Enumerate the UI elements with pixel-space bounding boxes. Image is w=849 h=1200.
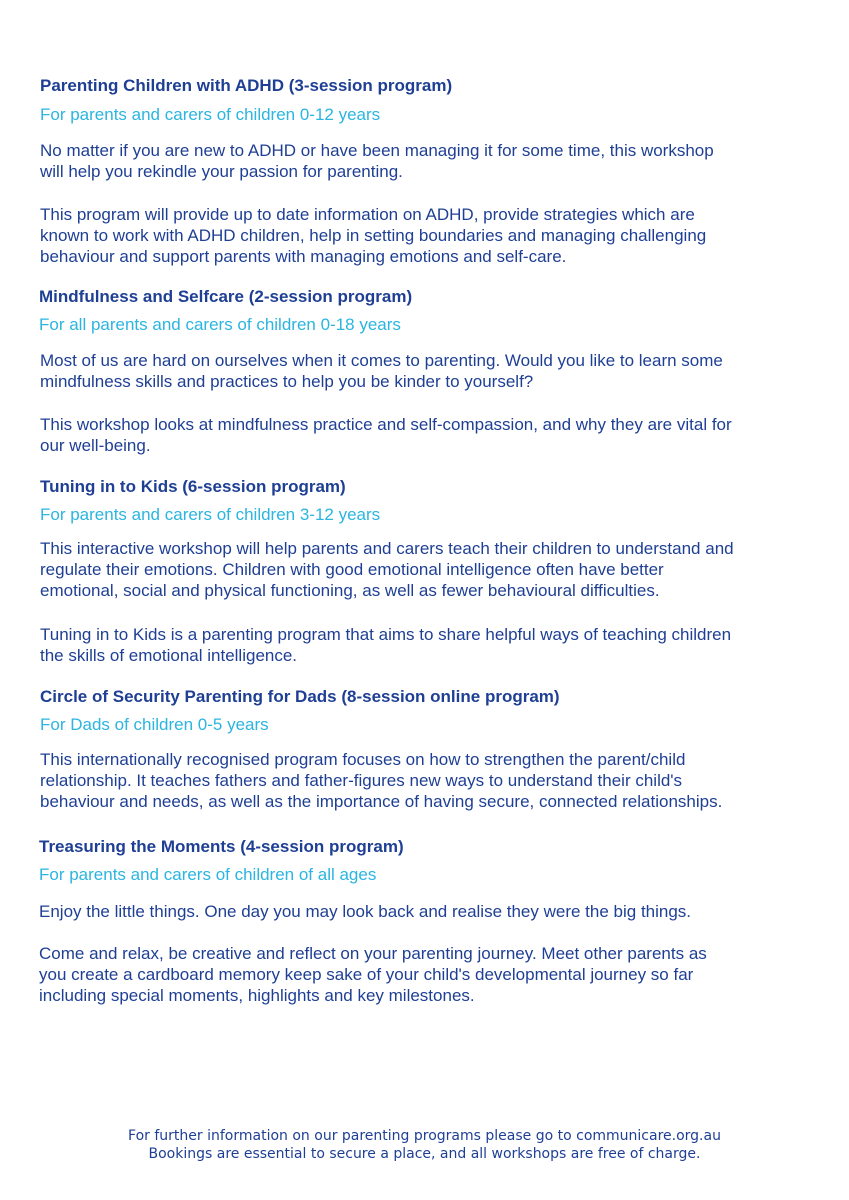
program-paragraph <box>39 901 819 922</box>
paragraph-line: This internationally recognised program focuses on how to strengthen the parent/child <box>40 750 686 769</box>
paragraph-line: known to work with ADHD children, help in setting boundaries and managing challenging <box>40 226 707 245</box>
paragraph-line: will help you rekindle your passion for parenting. <box>40 162 403 181</box>
paragraph-line: including special moments, highlights and key milestones. <box>39 986 475 1005</box>
program-audience: For Dads of children 0-5 years <box>40 715 269 734</box>
program-paragraph <box>40 624 820 666</box>
paragraph-line: the skills of emotional intelligence. <box>40 646 298 665</box>
paragraph-line: behaviour and needs, as well as the importance of having secure, connected relationships. <box>40 792 723 811</box>
program-audience: For parents and carers of children 0-12 years <box>40 105 381 124</box>
program-audience: For parents and carers of children 3-12 years <box>40 505 381 524</box>
footer <box>0 1127 849 1163</box>
paragraph-line: regulate their emotions. Children with good emotional intelligence often have better <box>40 560 664 579</box>
paragraph-line: This interactive workshop will help parents and carers teach their children to understand and <box>40 539 734 558</box>
paragraph-line: Most of us are hard on ourselves when it comes to parenting. Would you like to learn some <box>40 351 723 370</box>
footer-booking-line: Bookings are essential to secure a place, and all workshops are free of charge. <box>148 1146 701 1162</box>
program-paragraph <box>39 943 819 1006</box>
paragraph-line: No matter if you are new to ADHD or have been managing it for some time, this workshop <box>40 141 714 160</box>
program-title: Circle of Security Parenting for Dads (8-session online program) <box>40 687 560 706</box>
paragraph-line: Come and relax, be creative and reflect on your parenting journey. Meet other parents as <box>39 944 707 963</box>
program-title: Tuning in to Kids (6-session program) <box>40 477 346 496</box>
paragraph-line: mindfulness skills and practices to help you be kinder to yourself? <box>40 372 534 391</box>
program-title: Mindfulness and Selfcare (2-session program) <box>39 287 413 306</box>
paragraph-line: relationship. It teaches fathers and father-figures new ways to understand their child's <box>40 771 683 790</box>
program-paragraph <box>40 204 820 267</box>
program-paragraph <box>40 140 820 182</box>
program-paragraph <box>40 749 820 812</box>
program-paragraph <box>40 414 820 456</box>
paragraph-line: our well-being. <box>40 436 151 455</box>
program-audience: For parents and carers of children of all ages <box>39 865 377 884</box>
paragraph-line: Enjoy the little things. One day you may look back and realise they were the big things. <box>39 902 692 921</box>
program-title: Parenting Children with ADHD (3-session program) <box>40 76 453 95</box>
program-paragraph <box>40 538 820 601</box>
paragraph-line: you create a cardboard memory keep sake of your child's developmental journey so far <box>39 965 694 984</box>
paragraph-line: behaviour and support parents with managing emotions and self-care. <box>40 247 567 266</box>
footer-info-line: For further information on our parenting programs please go to communicare.org.au <box>128 1128 721 1144</box>
paragraph-line: Tuning in to Kids is a parenting program that aims to share helpful ways of teaching children <box>40 625 732 644</box>
paragraph-line: This workshop looks at mindfulness practice and self-compassion, and why they are vital for <box>40 415 732 434</box>
program-paragraph <box>40 350 820 392</box>
paragraph-line: This program will provide up to date information on ADHD, provide strategies which are <box>40 205 695 224</box>
program-audience: For all parents and carers of children 0-18 years <box>39 315 401 334</box>
program-title: Treasuring the Moments (4-session program) <box>39 837 404 856</box>
paragraph-line: emotional, social and physical functioning, as well as fewer behavioural difficulties. <box>40 581 660 600</box>
